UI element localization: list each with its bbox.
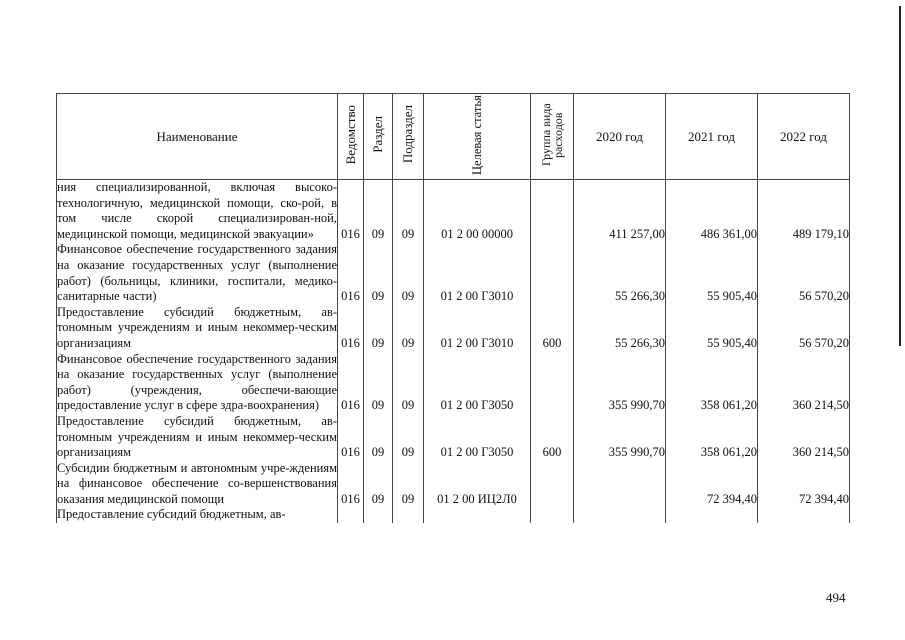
row-gruppa [531, 352, 574, 414]
row-name: Предоставление субсидий бюджетным, ав- [57, 507, 338, 523]
header-2021: 2021 год [666, 94, 758, 180]
row-2020: 55 266,30 [574, 305, 666, 352]
header-2020: 2020 год [574, 94, 666, 180]
table-row [57, 507, 850, 523]
row-2020: 355 990,70 [574, 352, 666, 414]
row-name: Предоставление субсидий бюджетным, ав-тономным учреждениям и иным некоммер-ческим организациям [57, 413, 337, 460]
row-2020: 355 990,70 [574, 414, 666, 461]
row-celevaya: 01 2 00 Г3050 [424, 414, 531, 461]
row-celevaya: 01 2 00 Г3050 [424, 352, 531, 414]
row-2021: 55 905,40 [666, 305, 758, 352]
row-2022: 360 214,50 [758, 352, 850, 414]
header-gruppa: Группа вида расходов [531, 94, 574, 180]
row-podrazdel [393, 507, 424, 523]
row-gruppa [531, 242, 574, 304]
row-2022: 72 394,40 [758, 461, 850, 508]
row-podrazdel: 09 [393, 305, 424, 352]
row-name: Предоставление субсидий бюджетным, ав-тономным учреждениям и иным некоммер-ческим организациям [57, 304, 337, 350]
table-row [57, 242, 850, 304]
row-2021: 358 061,20 [666, 414, 758, 461]
row-2022 [758, 507, 850, 523]
row-2021: 55 905,40 [666, 242, 758, 304]
row-razdel: 09 [364, 414, 393, 461]
table-row [57, 461, 850, 508]
header-podrazdel: Подраздел [393, 94, 424, 180]
row-podrazdel: 09 [393, 414, 424, 461]
table-row [57, 414, 850, 461]
row-2022: 56 570,20 [758, 242, 850, 304]
row-podrazdel: 09 [393, 242, 424, 304]
header-razdel: Раздел [364, 94, 393, 180]
row-2020: 411 257,00 [574, 180, 666, 243]
row-2020: 55 266,30 [574, 242, 666, 304]
header-vedomstvo: Ведомство [338, 94, 364, 180]
table-row [57, 180, 850, 243]
row-podrazdel: 09 [393, 352, 424, 414]
row-razdel: 09 [364, 305, 393, 352]
row-ved: 016 [338, 242, 364, 304]
row-2022: 360 214,50 [758, 414, 850, 461]
row-ved: 016 [338, 414, 364, 461]
row-razdel: 09 [364, 242, 393, 304]
row-2021 [666, 507, 758, 523]
row-2020 [574, 507, 666, 523]
row-celevaya: 01 2 00 Г3010 [424, 242, 531, 304]
scan-edge-line [899, 6, 901, 346]
row-2021: 358 061,20 [666, 352, 758, 414]
row-razdel: 09 [364, 180, 393, 243]
row-celevaya: 01 2 00 ИЦ2Л0 [424, 461, 531, 508]
row-podrazdel: 09 [393, 461, 424, 508]
row-2021: 72 394,40 [666, 461, 758, 508]
page-number: 494 [826, 590, 846, 605]
row-2022: 56 570,20 [758, 305, 850, 352]
row-razdel: 09 [364, 352, 393, 414]
row-name: Финансовое обеспечение государственного задания на оказание государственных услуг (выполнение работ) (больницы, клиники, госпитали, медико-санитарные части) [57, 242, 337, 304]
row-gruppa [531, 180, 574, 243]
header-celevaya: Целевая статья [424, 94, 531, 180]
row-ved [338, 507, 364, 523]
row-gruppa: 600 [531, 414, 574, 461]
row-gruppa [531, 461, 574, 508]
row-gruppa [531, 507, 574, 523]
row-name: ния специализированной, включая высоко-технологичную, медицинской помощи, ско-рой, в том числе скорой специализирован-ной, медицинской помощи, медицинской эвакуации» [57, 180, 337, 241]
header-2022: 2022 год [758, 94, 850, 180]
table-header-row [57, 94, 850, 180]
row-2020 [574, 461, 666, 508]
row-gruppa: 600 [531, 305, 574, 352]
row-celevaya: 01 2 00 Г3010 [424, 305, 531, 352]
row-ved: 016 [338, 352, 364, 414]
row-razdel [364, 507, 393, 523]
row-2021: 486 361,00 [666, 180, 758, 243]
budget-table [56, 93, 850, 523]
header-name: Наименование [57, 94, 338, 180]
row-2022: 489 179,10 [758, 180, 850, 243]
row-name: Финансовое обеспечение государственного задания на оказание государственных услуг (выполнение работ) (учреждения, обеспечи-вающие предоставление услуг в сфере здра-воохранения) [57, 351, 337, 413]
row-celevaya [424, 507, 531, 523]
row-razdel: 09 [364, 461, 393, 508]
row-podrazdel: 09 [393, 180, 424, 243]
table-row [57, 305, 850, 352]
row-ved: 016 [338, 305, 364, 352]
row-celevaya: 01 2 00 00000 [424, 180, 531, 243]
table-row [57, 352, 850, 414]
row-ved: 016 [338, 180, 364, 243]
row-name: Субсидии бюджетным и автономным учре-ждениям на финансовое обеспечение со-вершенствования оказания медицинской помощи [57, 460, 337, 506]
row-ved: 016 [338, 461, 364, 508]
